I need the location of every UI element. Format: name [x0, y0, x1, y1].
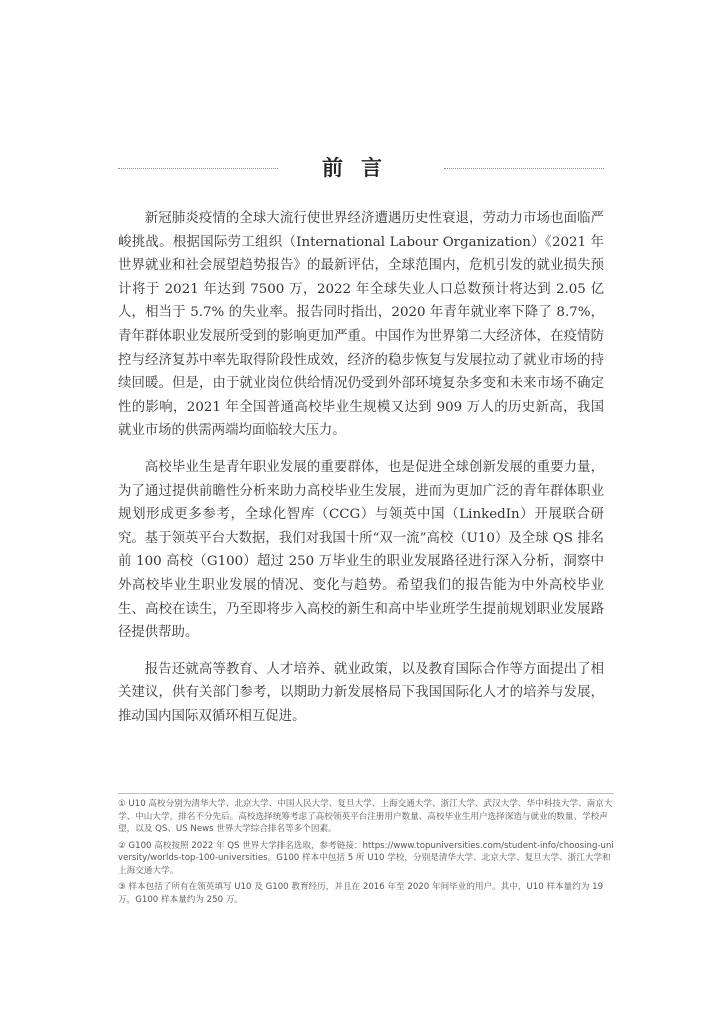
- body-paragraph: 报告还就高等教育、人才培养、就业政策，以及教育国际合作等方面提出了相关建议，供有关部门参考，以期助力新发展格局下我国国际化人才的培养与发展，推动国内国际双循环相互促进。: [118, 661, 604, 724]
- preface-body: [118, 207, 604, 741]
- page-title: 前言: [322, 156, 400, 180]
- footnote-divider: [118, 793, 614, 794]
- footnote-item: ③ 样本包括了所有在领英填写 U10 及 G100 教育经历，并且在 2016 年至 2020 年间毕业的用户。其中，U10 样本量约为 19 万，G100 样本量约为 250 万。: [118, 882, 604, 905]
- footnotes: [118, 798, 614, 910]
- page-header: [118, 152, 604, 192]
- footnote-item: ② G100 高校按照 2022 年 QS 世界大学排名选取，参考链接：https://www.topuniversities.com/student-info/choosing-university/worlds-top-100-universities。G100 样本中包括 5 所 U10 学校，分别是清华大学、北京大学、复旦大学、浙江大学和上海交通大学。: [118, 840, 614, 876]
- header-dotted-rule-right: [444, 168, 604, 169]
- footnote-item: ① U10 高校分别为清华大学、北京大学、中国人民大学、复旦大学、上海交通大学、浙江大学、武汉大学、华中科技大学、南京大学、中山大学，排名不分先后。高校选择统筹考虑了高校领英平台注册用户数量、高校毕业生用户选择深造与就业的数量、学校声望，以及 QS、US News 世界大学综合排名等多个因素。: [118, 799, 613, 834]
- body-paragraph: 高校毕业生是青年职业发展的重要群体，也是促进全球创新发展的重要力量，为了通过提供前瞻性分析来助力高校毕业生发展，进而为更加广泛的青年群体职业规划形成更多参考，全球化智库（CCG）与领英中国（LinkedIn）开展联合研究。基于领英平台大数据，我们对我国十所“双一流”高校（U10）及全球 QS 排名前 100 高校（G100）超过 250 万毕业生的职业发展路径进行深入分析，洞察中外高校毕业生职业发展的情况、变化与趋势。希望我们的报告能为中外高校毕业生、高校在读生，乃至即将步入高校的新生和高中毕业班学生提前规划职业发展路径提供帮助。: [118, 459, 604, 641]
- body-paragraph: 新冠肺炎疫情的全球大流行使世界经济遭遇历史性衰退，劳动力市场也面临严峻挑战。根据国际劳工组织（International Labour Organization）《2021 年世界就业和社会展望趋势报告》的最新评估，全球范围内，危机引发的就业损失预计将于 2021 年达到 7500 万，2022 年全球失业人口总数预计将达到 2.05 亿人，相当于 5.7% 的失业率。报告同时指出，2020 年青年就业率下降了 8.7%，青年群体职业发展所受到的影响更加严重。中国作为世界第二大经济体，在疫情防控与经济复苏中率先取得阶段性成效，经济的稳步恢复与发展拉动了就业市场的持续回暖。但是，由于就业岗位供给情况仍受到外部环境复杂多变和未来市场不确定性的影响，2021 年全国普通高校毕业生规模又达到 909 万人的历史新高，我国就业市场的供需两端均面临较大压力。: [118, 211, 604, 439]
